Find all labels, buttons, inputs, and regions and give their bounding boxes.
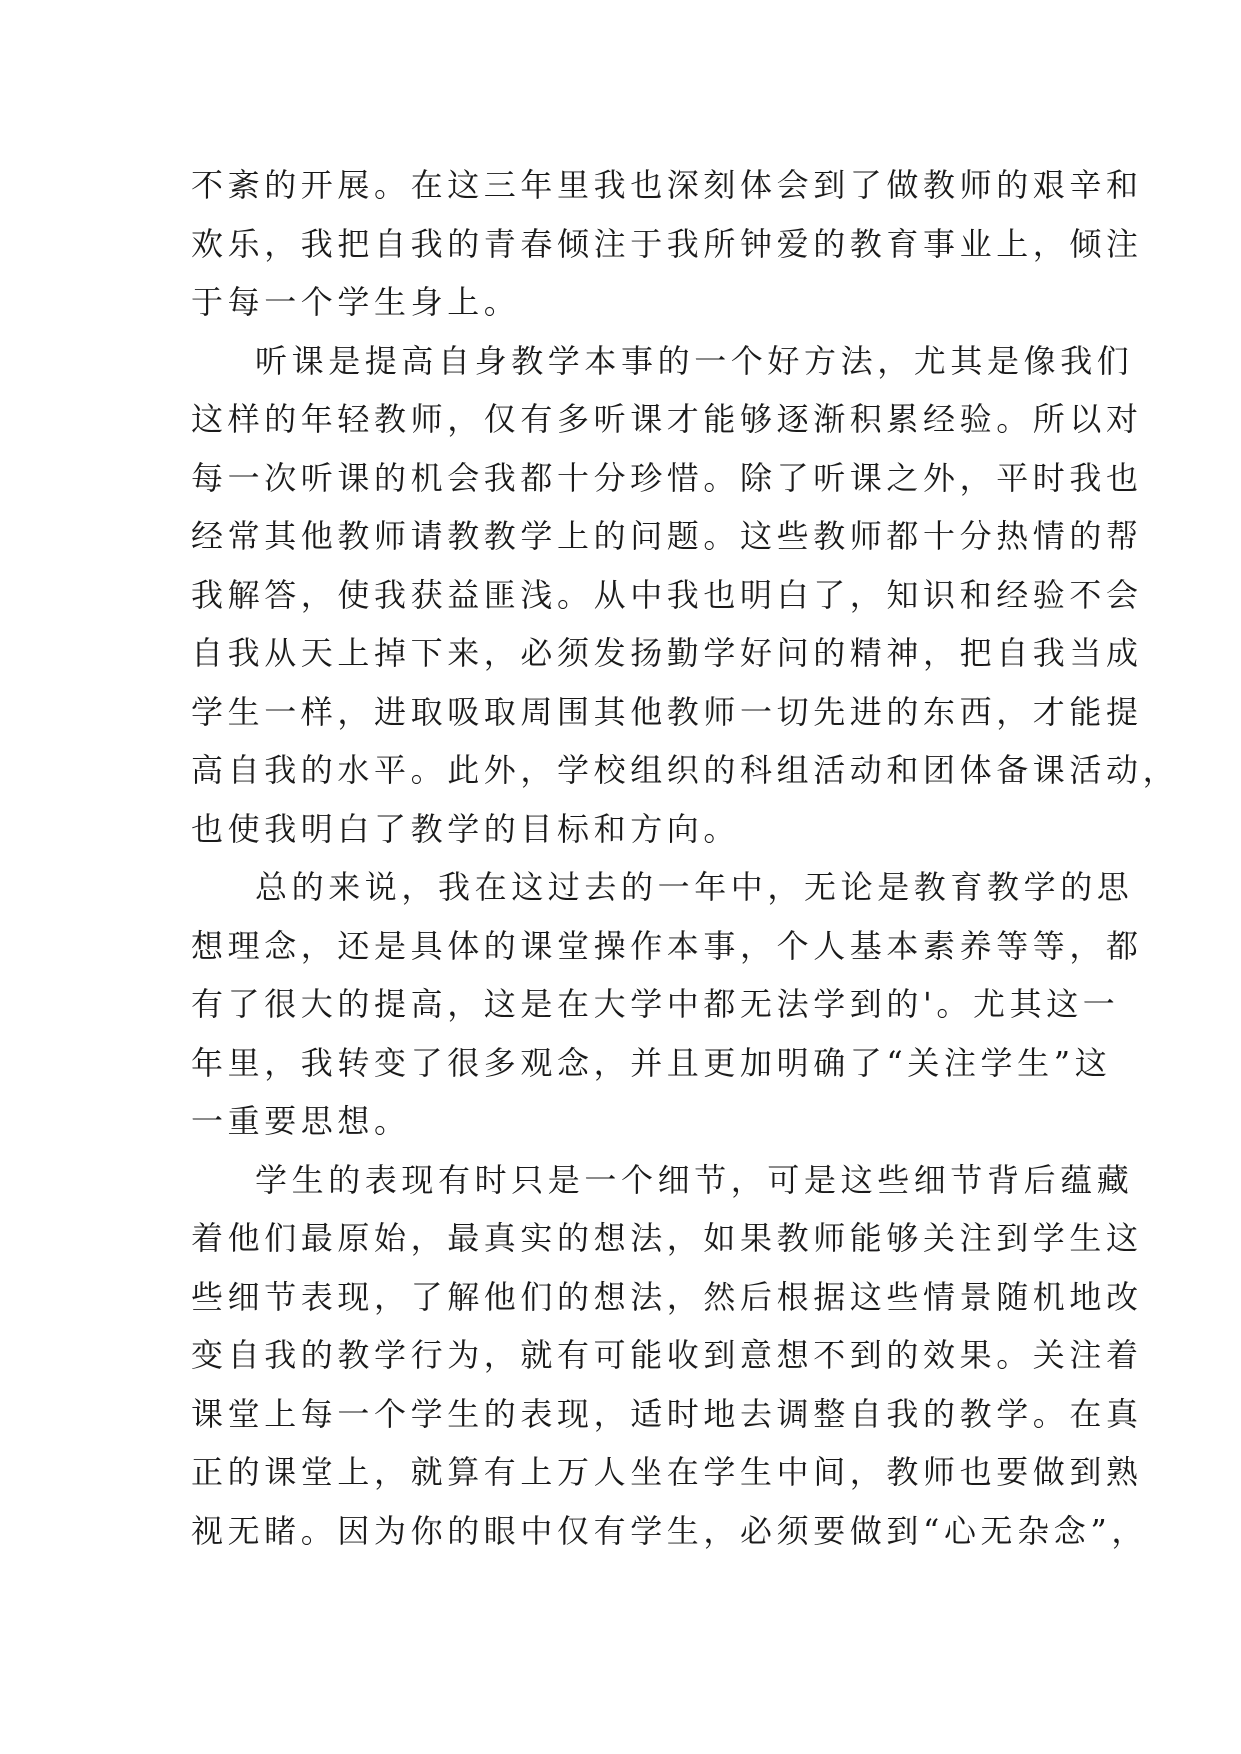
text-line: 课堂上每一个学生的表现，适时地去调整自我的教学。在真 [191,1394,1143,1433]
text-line: 每一次听课的机会我都十分珍惜。除了听课之外，平时我也 [191,458,1143,497]
text-line: 着他们最原始，最真实的想法，如果教师能够关注到学生这 [191,1219,1143,1257]
text-line: 年里，我转变了很多观念，并且更加明确了“关注学生”这 [191,1043,1112,1082]
text-line: 也使我明白了教学的目标和方向。 [191,809,741,848]
text-line: 欢乐，我把自我的青春倾注于我所钟爱的教育事业上，倾注 [191,224,1143,263]
text-line: 我解答，使我获益匪浅。从中我也明白了，知识和经验不会 [191,575,1143,614]
text-line: 有了很大的提高，这是在大学中都无法学到的'。尤其这一 [191,985,1120,1023]
text-line: 这样的年轻教师，仅有多听课才能够逐渐积累经验。所以对 [191,400,1143,438]
text-line: 一重要思想。 [191,1102,411,1140]
paragraph-first-line: 听课是提高自身教学本事的一个好方法，尤其是像我们 [255,341,1134,380]
paragraph-first-line: 学生的表现有时只是一个细节，可是这些细节背后蕴藏 [255,1160,1134,1199]
text-line: 学生一样，进取吸取周围其他教师一切先进的东西，才能提 [191,692,1143,731]
document-body [191,156,1180,1560]
text-line: 正的课堂上，就算有上万人坐在学生中间，教师也要做到熟 [191,1453,1143,1491]
paragraph-first-line: 总的来说，我在这过去的一年中，无论是教育教学的思 [255,868,1134,906]
text-line: 想理念，还是具体的课堂操作本事，个人基本素养等等，都 [191,926,1143,965]
text-line: 变自我的教学行为，就有可能收到意想不到的效果。关注着 [191,1336,1143,1374]
text-line: 经常其他教师请教教学上的问题。这些教师都十分热情的帮 [191,517,1143,555]
text-line: 不紊的开展。在这三年里我也深刻体会到了做教师的艰辛和 [191,166,1143,204]
text-line: 高自我的水平。此外，学校组织的科组活动和团体备课活动， [191,751,1180,789]
text-line: 视无睹。因为你的眼中仅有学生，必须要做到“心无杂念”， [191,1511,1148,1550]
text-line: 于每一个学生身上。 [191,283,521,321]
text-line: 些细节表现，了解他们的想法，然后根据这些情景随机地改 [191,1277,1143,1316]
text-line: 自我从天上掉下来，必须发扬勤学好问的精神，把自我当成 [191,634,1143,672]
